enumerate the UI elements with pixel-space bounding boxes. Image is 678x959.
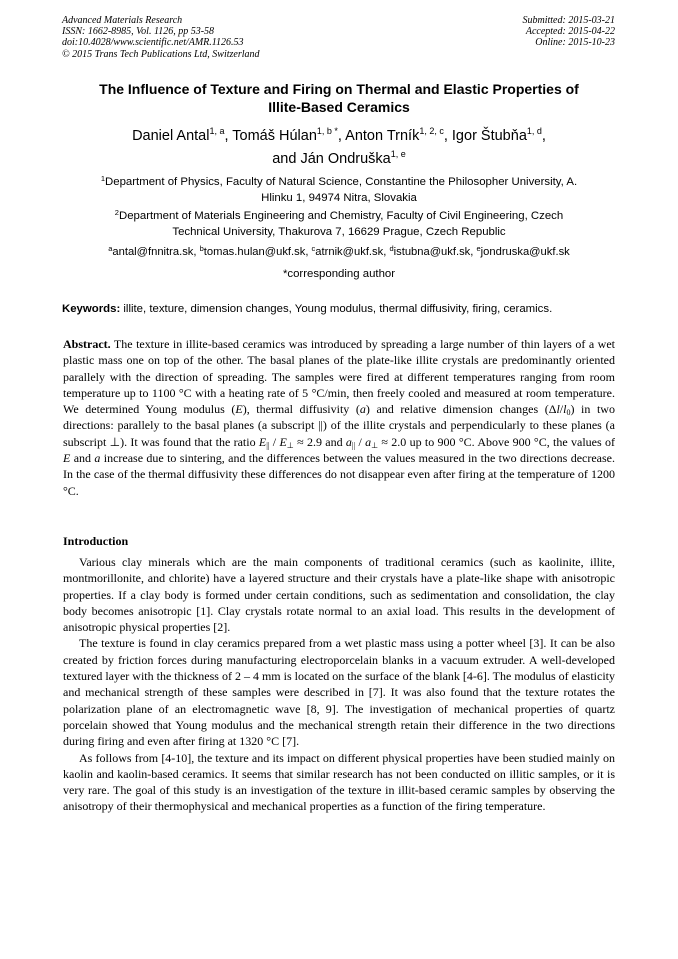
- email-mark: a: [108, 244, 113, 253]
- math-symbol: a: [359, 402, 366, 417]
- math-symbol: a: [345, 434, 352, 449]
- intro-paragraph-2: The texture is found in clay ceramics prepared from a wet plastic mass using a potter wheel [3]. It can be also created by friction forces during manufacturing electroporcelain blanks in a vacuum extruder. A well-developed textured layer with the thickness of 2 – 4 mm is located on the surface of the blank [4-6]. The modulus of elasticity and mechanical strength of these samples were described in [7]. It was also found that the texture rotates the polarization plane of an electromagnetic wave [8, 9]. The investigation of mechanical properties of quartz porcelain showed that Young modulus and the mechanical strength retain their difference in the two directions during firing and even after firing at 1320 °C [7].: [63, 636, 615, 749]
- paper-title: [40, 80, 638, 116]
- author-name: Tomáš Húlan: [232, 128, 317, 144]
- introduction-body: [63, 554, 615, 815]
- email-link[interactable]: atrnik@ukf.sk: [315, 246, 384, 258]
- keywords: [62, 302, 622, 317]
- author-name: Anton Trník: [345, 128, 420, 144]
- affil-mark: 2: [114, 208, 119, 217]
- math-symbol: a: [94, 451, 101, 466]
- author-list: [40, 125, 638, 171]
- affil-mark: 1: [100, 174, 106, 183]
- email-mark: e: [476, 244, 481, 253]
- title-line-2: Illite-Based Ceramics: [268, 99, 410, 115]
- section-heading-introduction: Introduction: [63, 534, 129, 548]
- copyright-line: © 2015 Trans Tech Publications Ltd, Switzerland: [62, 48, 260, 60]
- online-date: Online: 2015-10-23: [535, 37, 615, 49]
- keywords-label: Keywords:: [62, 303, 121, 315]
- author-affil-mark: 1, d: [526, 126, 542, 136]
- math-subscript: ⊥: [286, 440, 294, 450]
- email-mark: c: [311, 244, 316, 253]
- author-conjunction: and: [272, 151, 301, 167]
- keywords-text: illite, texture, dimension changes, Young modulus, thermal diffusivity, firing, ceramics.: [120, 303, 553, 315]
- email-link[interactable]: antal@fnnitra.sk: [112, 246, 194, 258]
- abstract: [63, 336, 615, 499]
- author-name: Ján Ondruška: [300, 151, 391, 167]
- author-affil-mark: 1, b *: [316, 126, 338, 136]
- affiliation-2-line-1: [40, 209, 638, 225]
- author-affil-mark: 1, 2, c: [419, 126, 444, 136]
- abstract-text: ) and relative dimension changes (Δ: [365, 402, 557, 417]
- abstract-text: ≈ 2.9 and: [293, 434, 346, 449]
- math-subscript: ⊥: [371, 440, 379, 450]
- author-affil-mark: 1, e: [390, 149, 406, 159]
- author-separator: ,: [337, 128, 346, 144]
- authors-line-1: [40, 125, 638, 148]
- affiliation-2-line-2: Technical University, Thakurova 7, 16629 Prague, Czech Republic: [172, 225, 506, 238]
- issn-line: ISSN: 1662-8985, Vol. 1126, pp 53-58: [62, 26, 215, 38]
- corresponding-author-note: *corresponding author: [282, 268, 396, 280]
- abstract-text: increase due to sintering, and the differences between the values measured in the two directions decrease. In the case of the thermal diffusivity these differences do not disappear even after firing at the temperature of 1200 °C.: [63, 451, 615, 498]
- math-symbol: E: [258, 434, 267, 449]
- abstract-text: ≈ 2.0 up to 900 °C. Above 900 °C, the values of: [378, 434, 615, 449]
- affiliation-text: Department of Physics, Faculty of Natural Science, Constantine the Philosopher University, A.: [105, 176, 578, 188]
- author-separator: ,: [443, 128, 452, 144]
- email-list: $^a$antal@fnnitra.sk, $^b$tomas.hulan@ukf.sk, $^c$atrnik@ukf.sk, $^d$istubna@ukf.sk, $^e$jondruska@ukf.sk: [108, 244, 570, 258]
- abstract-label: Abstract.: [63, 337, 111, 351]
- affiliation-2: [40, 209, 638, 240]
- intro-paragraph-1: Various clay minerals which are the main components of traditional ceramics (such as kaolinite, illite, montmorillonite, and chlorite) have a layered structure and their crystals have a plate-like shape with anisotropic properties. If a clay body is formed under certain conditions, such as sedimentation and consolidation, the clay body becomes anisotropic [1]. Clay crystals rotate normal to an axial load. This results in the development of anisotropic physical properties [2].: [63, 555, 615, 635]
- accepted-date: Accepted: 2015-04-22: [525, 26, 615, 38]
- abstract-text: ), thermal diffusivity (: [242, 402, 360, 417]
- email-mark: b: [199, 244, 204, 253]
- email-link[interactable]: istubna@ukf.sk: [393, 246, 471, 258]
- math-symbol: E: [63, 451, 71, 466]
- affiliation-1-line-1: [40, 175, 638, 191]
- author-separator: ,: [224, 128, 233, 144]
- affiliation-1: [40, 175, 638, 206]
- abstract-text: ) in two directions: parallely to the basal planes (a subscript ||) of the illite crystals and perpendicularly to these planes (a subscript ⊥). It was found that the ratio: [63, 402, 615, 449]
- dates-info: [523, 15, 616, 49]
- math-subscript: ||: [266, 440, 270, 450]
- email-link[interactable]: jondruska@ukf.sk: [480, 246, 570, 258]
- math-subscript: 0: [566, 408, 571, 418]
- email-mark: d: [389, 244, 394, 253]
- journal-name: Advanced Materials Research: [62, 15, 183, 26]
- abstract-text: /: [269, 434, 280, 449]
- math-symbol: /: [559, 402, 564, 417]
- math-subscript: ||: [351, 440, 356, 450]
- affiliation-1-line-2: Hlinku 1, 94974 Nitra, Slovakia: [261, 191, 417, 204]
- abstract-text: and: [70, 451, 95, 466]
- math-symbol: l: [563, 402, 567, 417]
- math-symbol: E: [235, 402, 243, 417]
- doi-line[interactable]: doi:10.4028/www.scientific.net/AMR.1126.53: [62, 37, 244, 49]
- abstract-text: /: [355, 434, 366, 449]
- math-symbol: a: [365, 434, 372, 449]
- math-symbol: l: [556, 402, 560, 417]
- author-affil-mark: 1, a: [209, 126, 225, 136]
- abstract-text: The texture in illite-based ceramics was introduced by spreading a large number of thin layers of a wet plastic mass one on top of the other. The basal planes of the plate-like illite crystals are predominantly oriented parallely with the direction of spreading. The samples were fired at different temperatures ranging from room temperature up to 1100 °C with a heating rate of 5 °C/min, then freely cooled and measured at room temperature. We determined Young modulus (: [63, 337, 615, 417]
- math-symbol: E: [279, 434, 287, 449]
- intro-paragraph-3: As follows from [4-10], the texture and its impact on different physical properties have been studied mainly on kaolin and kaolin-based ceramics. It seems that similar research has not been conducted on illitic samples, or it is very rare. The goal of this study is an investigation of the texture in illit-based ceramic samples by observing the anisotropy of their thermophysical and mechanical properties as a function of the firing temperature.: [63, 750, 615, 814]
- author-separator: ,: [541, 128, 546, 144]
- author-name: Igor Štubňa: [451, 128, 527, 144]
- submitted-date: Submitted: 2015-03-21: [522, 15, 615, 26]
- authors-line-2: [40, 148, 638, 171]
- author-name: Daniel Antal: [132, 128, 210, 144]
- title-line-1: The Influence of Texture and Firing on Thermal and Elastic Properties of: [99, 81, 579, 97]
- affiliation-text: Department of Materials Engineering and Chemistry, Faculty of Civil Engineering, Czech: [118, 210, 564, 222]
- journal-info: [62, 15, 260, 60]
- email-link[interactable]: tomas.hulan@ukf.sk: [203, 246, 306, 258]
